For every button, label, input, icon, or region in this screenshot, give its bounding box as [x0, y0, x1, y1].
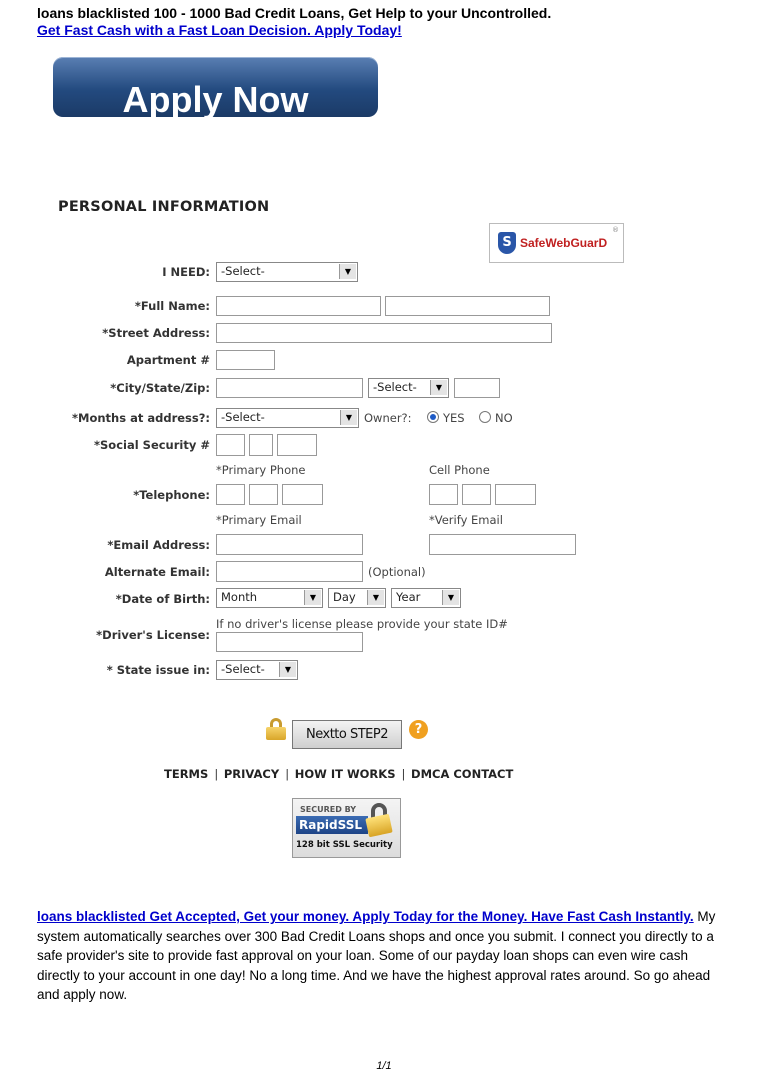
state-select-value: -Select- — [373, 380, 417, 394]
link-separator: | — [214, 767, 222, 781]
cell-phone-label: Cell Phone — [429, 463, 490, 477]
email-input[interactable] — [216, 534, 363, 555]
owner-no-label: NO — [495, 411, 513, 425]
dob-day-select[interactable] — [328, 588, 386, 608]
next-step-button[interactable]: Nextto STEP2 — [292, 720, 402, 749]
state-select[interactable] — [368, 378, 449, 398]
months-select[interactable] — [216, 408, 359, 428]
chevron-down-icon: ▼ — [279, 662, 296, 677]
apartment-input[interactable] — [216, 350, 275, 370]
chevron-down-icon: ▼ — [339, 264, 356, 279]
label-telephone: *Telephone: — [133, 488, 210, 502]
ssl-secured-by: SECURED BY — [300, 805, 357, 814]
owner-yes-label: YES — [443, 411, 465, 425]
ssn-part1-input[interactable] — [216, 434, 245, 456]
section-title: PERSONAL INFORMATION — [58, 199, 270, 215]
label-city-state-zip: *City/State/Zip: — [110, 381, 210, 395]
phone-prefix-input[interactable] — [249, 484, 278, 505]
help-icon[interactable]: ? — [409, 720, 428, 739]
label-alternate-email: Alternate Email: — [104, 565, 210, 579]
apply-now-button[interactable]: Apply Now — [53, 57, 378, 117]
owner-no-radio[interactable] — [479, 411, 491, 423]
label-apartment: Apartment # — [126, 353, 210, 367]
i-need-select-value: -Select- — [221, 264, 265, 278]
owner-yes-radio[interactable] — [427, 411, 439, 423]
dmca-contact-link[interactable]: DMCA CONTACT — [411, 767, 514, 781]
phone-area-input[interactable] — [216, 484, 245, 505]
chevron-down-icon: ▼ — [340, 410, 357, 425]
dob-year-value: Year — [396, 590, 421, 604]
apply-today-link[interactable]: Get Fast Cash with a Fast Loan Decision. Apply Today! — [37, 22, 402, 38]
cell-prefix-input[interactable] — [462, 484, 491, 505]
optional-label: (Optional) — [368, 565, 426, 579]
state-issue-select-value: -Select- — [221, 662, 265, 676]
verify-email-input[interactable] — [429, 534, 576, 555]
dob-day-value: Day — [333, 590, 356, 604]
badge-label: SafeWebGuarD — [520, 236, 608, 250]
ssn-part3-input[interactable] — [277, 434, 317, 456]
phone-line-input[interactable] — [282, 484, 323, 505]
street-address-input[interactable] — [216, 323, 552, 343]
dob-month-select[interactable] — [216, 588, 323, 608]
label-drivers-license: *Driver's License: — [96, 628, 210, 642]
primary-phone-label: *Primary Phone — [216, 463, 306, 477]
cell-line-input[interactable] — [495, 484, 536, 505]
label-months-at-address: *Months at address?: — [72, 411, 210, 425]
first-name-input[interactable] — [216, 296, 381, 316]
page-number: 1/1 — [376, 1060, 392, 1072]
padlock-icon — [365, 803, 393, 837]
dob-year-select[interactable] — [391, 588, 461, 608]
cell-area-input[interactable] — [429, 484, 458, 505]
label-date-of-birth: *Date of Birth: — [115, 592, 210, 606]
label-full-name: *Full Name: — [134, 299, 210, 313]
chevron-down-icon: ▼ — [442, 590, 459, 605]
ssl-brand: RapidSSL — [296, 816, 368, 834]
ssl-security-level: 128 bit SSL Security — [296, 840, 393, 850]
label-state-issue: * State issue in: — [106, 663, 210, 677]
label-street-address: *Street Address: — [102, 326, 210, 340]
lock-icon — [266, 718, 286, 740]
link-separator: | — [285, 767, 293, 781]
privacy-link[interactable]: PRIVACY — [223, 767, 280, 781]
alternate-email-input[interactable] — [216, 561, 363, 582]
owner-label: Owner?: — [364, 411, 412, 425]
footer-links — [164, 767, 513, 781]
city-input[interactable] — [216, 378, 363, 398]
label-email: *Email Address: — [107, 538, 210, 552]
label-ssn: *Social Security # — [94, 438, 210, 452]
terms-link[interactable]: TERMS — [164, 767, 209, 781]
apply-now-banner[interactable] — [53, 57, 378, 120]
how-it-works-link[interactable]: HOW IT WORKS — [294, 767, 396, 781]
primary-email-label: *Primary Email — [216, 513, 302, 527]
dob-month-value: Month — [221, 590, 258, 604]
label-i-need: I NEED: — [162, 265, 210, 279]
chevron-down-icon: ▼ — [430, 380, 447, 395]
verify-email-label: *Verify Email — [429, 513, 503, 527]
rapidssl-badge — [292, 798, 401, 858]
chevron-down-icon: ▼ — [367, 590, 384, 605]
zip-input[interactable] — [454, 378, 500, 398]
state-issue-select[interactable] — [216, 660, 298, 680]
months-select-value: -Select- — [221, 410, 265, 424]
accepted-link[interactable]: loans blacklisted Get Accepted, Get your money. Apply Today for the Money. Have Fast Cash Instantly. — [37, 909, 694, 924]
link-separator: | — [401, 767, 410, 781]
page-heading: loans blacklisted 100 - 1000 Bad Credit Loans, Get Help to your Uncontrolled. — [37, 5, 552, 21]
ssn-part2-input[interactable] — [249, 434, 273, 456]
body-text: My system automatically searches over 300 Bad Credit Loans shops and once you submit. I connect you directly to a safe provider's site to provide fast approval on your loan. Some of our payday loan shops can even wire cash directly to your account in one day! No a long time. And we have the highest approval rates around. So go ahead and apply now. — [37, 909, 716, 1002]
last-name-input[interactable] — [385, 296, 550, 316]
license-note: If no driver's license please provide your state ID# — [216, 617, 508, 631]
drivers-license-input[interactable] — [216, 632, 363, 652]
body-paragraph — [37, 907, 717, 1005]
chevron-down-icon: ▼ — [304, 590, 321, 605]
registered-icon: ® — [612, 226, 619, 234]
i-need-select[interactable] — [216, 262, 358, 282]
shield-icon: S — [498, 232, 516, 254]
safewebguard-badge — [489, 223, 624, 263]
